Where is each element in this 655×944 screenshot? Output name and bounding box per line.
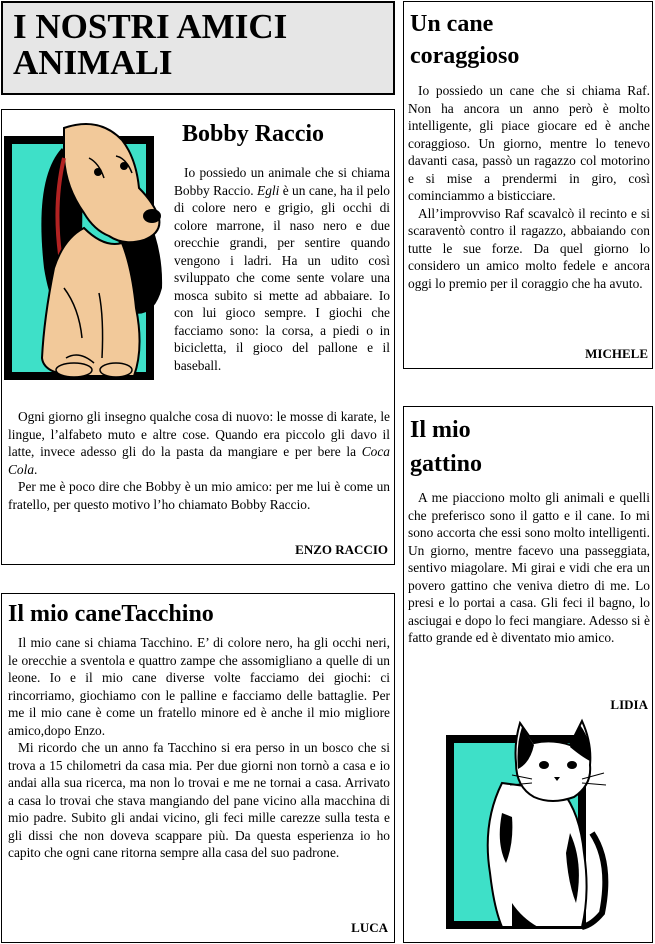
article-body-full (8, 408, 390, 513)
emphasis-text: Egli (257, 182, 280, 198)
paragraph (8, 408, 390, 478)
article-title (410, 413, 482, 481)
paragraph (174, 164, 390, 374)
paragraph: Io possiedo un cane che si chiama Raf. Non ha ancora un anno però è molto intelligente, gli piace giocare ed è anche coraggioso. Un giorno, mentre lo tenevo davanti casa, passò un ragazzo col motorino e si mise a prendermi in giro, così cominciammo a bisticciare. (408, 83, 650, 203)
article-title: Bobby Raccio (182, 121, 325, 147)
newspaper-title-box (1, 1, 395, 95)
basset-hound-illustration (4, 118, 174, 380)
newspaper-title (3, 3, 393, 87)
text-span: . (34, 461, 38, 477)
article-title: Il mio caneTacchino (8, 601, 214, 627)
paragraph: Il mio cane si chiama Tacchino. E’ di colore nero, ha gli occhi neri, le orecchie a sventola e quattro zampe che assomigliano a quelle di un leone. Io e il mio cane diverse volte facciamo dei giochi: ci rincorriamo, giochiamo con le palline e facciamo delle battaglie. Per me il mio cane è come un fratello minore ed è anche il mio migliore amico,dopo Enzo. (8, 635, 390, 738)
article-tacchino (1, 593, 395, 943)
article-body (8, 634, 390, 862)
article-body (408, 489, 650, 647)
text-span: Io possiedo un animale che si chiama Bobby Raccio. (174, 165, 390, 198)
author-signature: ENZO RACCIO (295, 542, 388, 557)
text-span: Ogni giorno gli insegno qualche cosa di nuovo: le mosse di karate, le lingue, l’alfabeto muto e altre cose. Quando era piccolo gli davo il latte, invece adesso gli do la pasta da mangiare e per bere la (8, 409, 390, 459)
paragraph: Per me è poco dire che Bobby è un mio amico: per me lui è come un fratello, per questo motivo l’ho chiamato Bobby Raccio. (8, 479, 390, 512)
title-line-2: gattino (410, 451, 482, 477)
title-line-2: ANIMALI (13, 43, 173, 82)
article-body-side (174, 164, 390, 374)
article-title (410, 8, 519, 72)
title-line-1: Il mio (410, 417, 471, 443)
article-gattino (403, 406, 653, 943)
paragraph: Mi ricordo che un anno fa Tacchino si era perso in un bosco che si trova a 15 chilometri da casa mia. Per due giorni non tornò a casa e io andai alla sua ricerca, ma non lo trovai e me ne tornai a casa. Arrivato a casa lo trovai che stava mangiando del pane vicino alla macchina di mio padre. Subito gli andai vicino, gli feci mille carezze sulla testa e gli dissi che non doveva scappare più. Da questa esperienza io ho capito che ogni cane ritorna sempre alla casa del suo padrone. (8, 740, 390, 860)
article-body (408, 82, 650, 292)
article-cane-coraggioso (403, 1, 653, 369)
paragraph: A me piacciono molto gli animali e quelli che preferisco sono il gatto e il cane. Io mi sono accorta che essi sono molto intelligenti. Un giorno, mentre facevo una passeggiata, sentivo miagolare. Mi girai e vidi che era un povero gattino che veniva dietro di me. Lo presi e lo portai a casa. Gli feci il bagno, lo asciugai e dopo lo feci mangiare. Adesso si è fatto grande ed è diventato mio amico. (408, 490, 650, 645)
cat-icon (442, 713, 622, 935)
author-signature: LUCA (351, 920, 388, 935)
paragraph: All’improvviso Raf scavalcò il recinto e si scaraventò contro il ragazzo, abbaiando con tutte le sue forze. Da quel giorno lo considero un amico molto fedele e ancora oggi lo premio per il coraggio che ha avuto. (408, 205, 650, 291)
author-signature: LIDIA (610, 697, 648, 712)
article-bobby-raccio (1, 109, 395, 565)
emphasis-text: Coca Cola (8, 444, 390, 477)
title-line-2: coraggioso (410, 43, 520, 69)
cat-illustration (442, 713, 622, 935)
dog-icon (4, 118, 174, 380)
title-line-1: Un cane (410, 11, 494, 37)
title-line-1: I NOSTRI AMICI (13, 7, 288, 46)
text-span: è un cane, ha il pelo di colore nero e grigio, gli occhi di colore marrone, il naso nero e due orecchie grandi, per sentire quando vengono i ladri. Ha un udito così sviluppato che come sente volare una mosca subito si mette ad abbaiare. Io con lui gioco sempre. I giochi che facciamo sono: la corsa, a piedi o in bicicletta, il gioco del pallone e il baseball. (174, 182, 390, 373)
author-signature: MICHELE (585, 346, 648, 361)
